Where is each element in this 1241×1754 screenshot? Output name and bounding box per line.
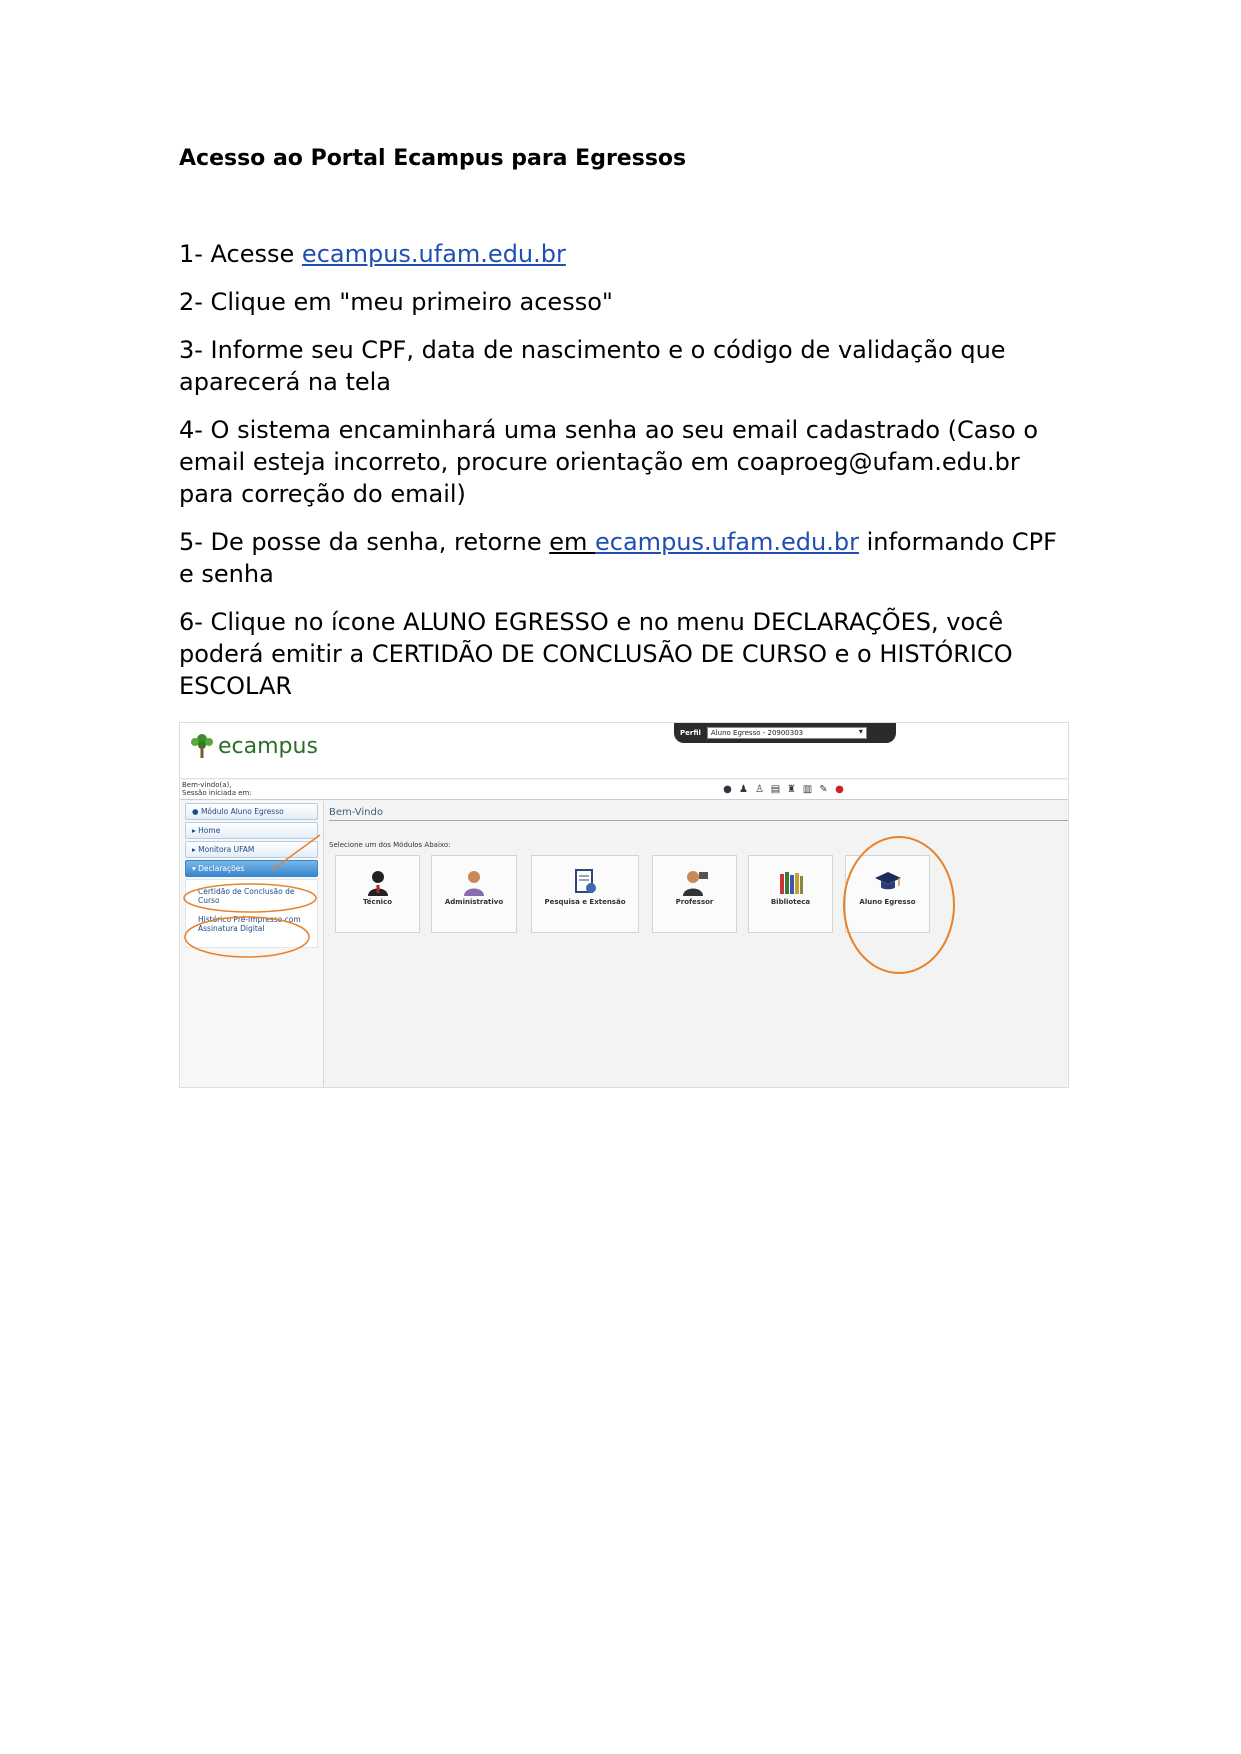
sidebar-module-title: ● Módulo Aluno Egresso [185,803,318,820]
sidebar [180,801,324,1088]
steps-list [179,238,1069,718]
tecnico-icon [364,868,392,896]
professor-label: Professor [675,898,714,906]
declaracoes-submenu [185,879,318,948]
logo-text: ecampus [218,733,318,759]
step-3: 3- Informe seu CPF, data de nascimento e o código de validação que aparecerá na tela [179,336,1006,396]
tile-aluno-egresso[interactable] [845,855,930,933]
selecione-text: Selecione um dos Módulos Abaixo: [329,841,451,849]
user-icon[interactable]: ♟ [739,784,748,795]
perfil-label: Perfil [680,729,701,737]
step-5-em: em [549,528,596,556]
historico-link[interactable]: Histórico Pré-Impresso com Assinatura Digital [198,915,301,933]
administrativo-label: Administrativo [444,898,504,906]
tile-biblioteca[interactable] [748,855,833,933]
document-icon[interactable]: ▤ [770,784,781,795]
module-toolbar [721,783,846,796]
user-strip [180,780,1069,800]
books-icon[interactable]: ▥ [802,784,813,795]
certidao-link[interactable]: Certidão de Conclusão de Curso [198,887,295,905]
home-icon[interactable]: ● [723,784,732,795]
sidebar-item-monitora[interactable]: ▸ Monitora UFAM [185,841,318,858]
step-5-text: 5- De posse da senha, retorne [179,528,550,556]
welcome-text: Bem-vindo(a), [182,781,232,789]
aluno-egresso-label: Aluno Egresso [859,898,916,906]
monitora-label: Monitora UFAM [198,845,255,854]
sidebar-item-home[interactable]: ▸ Home [185,822,318,839]
step-1 [179,238,1069,270]
tree-logo-icon [188,731,216,761]
ecampus-screenshot [179,722,1069,1088]
pesquisa-label: Pesquisa e Extensão [544,898,626,906]
ecampus-link-1[interactable]: ecampus.ufam.edu.br [301,240,566,268]
ecampus-logo [188,731,318,761]
pesquisa-icon [571,868,599,896]
step-5-suffix: informando CPF e senha [179,528,1057,588]
graduation-cap-icon [874,868,902,896]
step-1-text: 1- Acesse [179,240,302,268]
tile-administrativo[interactable] [431,855,517,933]
perfil-bar [674,723,896,743]
tile-pesquisa[interactable] [531,855,639,933]
session-text: Sessão iniciada em: [182,789,252,797]
bem-vindo-heading: Bem-Vindo [329,807,1069,821]
step-6: 6- Clique no ícone ALUNO EGRESSO e no menu DECLARAÇÕES, você poderá emitir a CERTIDÃO DE CONCLUSÃO DE CURSO e o HISTÓRICO ESCOLAR [179,608,1013,700]
step-5 [179,526,1069,590]
module-label: Módulo Aluno Egresso [200,807,284,816]
step-4: 4- O sistema encaminhará uma senha ao seu email cadastrado (Caso o email esteja incorreto, procure orientação em coaproeg@ufam.edu.br para correção do email) [179,416,1039,508]
tile-professor[interactable] [652,855,737,933]
graduate-icon[interactable]: ✎ [819,784,828,795]
exit-icon[interactable]: ● [835,784,844,795]
document-title: Acesso ao Portal Ecampus para Egressos [179,146,687,171]
main-content [325,801,1069,1088]
sidebar-item-declaracoes[interactable]: ▾ Declarações [185,860,318,877]
declaracoes-label: Declarações [198,864,245,873]
home-label: Home [198,826,221,835]
tile-tecnico[interactable] [335,855,420,933]
ecampus-link-2[interactable]: ecampus.ufam.edu.br [595,528,859,556]
perfil-select[interactable]: Aluno Egresso - 20900303 ▾ [707,727,867,739]
portal-header [180,723,1069,779]
tecnico-label: Técnico [362,898,393,906]
administrativo-icon [460,868,488,896]
professor-icon [681,868,709,896]
biblioteca-icon [777,868,805,896]
step-2: 2- Clique em "meu primeiro acesso" [179,288,613,316]
biblioteca-label: Biblioteca [770,898,811,906]
people-icon[interactable]: ♜ [787,784,796,795]
admin-icon[interactable]: ♙ [755,784,764,795]
